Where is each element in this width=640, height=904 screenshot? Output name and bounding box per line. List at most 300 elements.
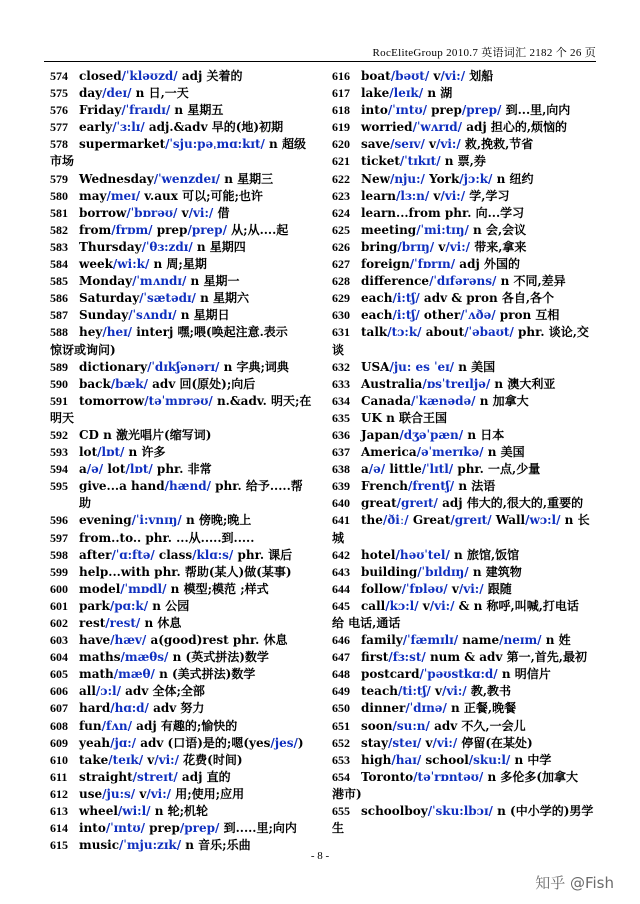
- entry-definition: high/haɪ/ school/sku:l/ n 中学: [361, 752, 552, 767]
- entry-definition: Monday/ˈmʌndɪ/ n 星期一: [79, 274, 240, 289]
- page-number: - 8 -: [310, 850, 330, 862]
- entry-number: 645: [332, 598, 350, 613]
- vocab-entry: [332, 581, 597, 598]
- entry-text: [79, 564, 313, 581]
- vocab-entry: [50, 820, 313, 837]
- entry-text: [361, 393, 597, 410]
- vocab-entry: [332, 735, 597, 752]
- vocab-entry: [332, 683, 597, 700]
- entry-definition: into/ˈɪntʊ/ prep/prep/ 到.....里;向内: [79, 821, 297, 836]
- vocab-entry: [50, 307, 313, 324]
- entry-definition: fun/fʌn/ adj 有趣的;愉快的: [79, 718, 238, 733]
- entry-definition: talk/tɔ:k/ about/ˈəbaʊt/ phr. 谈论,交: [361, 325, 589, 340]
- vocab-entry: [50, 649, 313, 666]
- entry-continuation: 给 电话,通话: [332, 616, 401, 630]
- entry-text: [361, 205, 597, 222]
- entry-text: [79, 512, 313, 529]
- vocab-entry: [332, 598, 597, 632]
- entry-definition: model/ˈmɒdl/ n 模型;模范 ;样式: [79, 581, 269, 596]
- entry-definition: straight/streɪt/ adj 直的: [79, 769, 231, 784]
- entry-number: 597: [50, 530, 68, 545]
- vocab-entry: [50, 427, 313, 444]
- entry-definition: Wednesday/ˈwenzdeɪ/ n 星期三: [79, 171, 274, 186]
- vocab-entry: [332, 752, 597, 769]
- vocab-entry: [332, 632, 597, 649]
- entry-number: 639: [332, 479, 350, 494]
- entry-number: 604: [50, 650, 68, 665]
- entry-number: 625: [332, 222, 350, 237]
- entry-number: 586: [50, 291, 68, 306]
- vocab-entry: [50, 68, 313, 85]
- vocab-entry: [332, 273, 597, 290]
- vocab-entry: [50, 171, 313, 188]
- vocab-entry: [332, 803, 597, 837]
- entry-text: [361, 649, 597, 666]
- vocab-entry: [332, 564, 597, 581]
- entry-definition: week/wi:k/ n 周;星期: [79, 257, 207, 272]
- entry-definition: follow/ˈfɒləʊ/ v/vi:/ 跟随: [361, 581, 512, 596]
- entry-text: [79, 427, 313, 444]
- entry-text: [79, 615, 313, 632]
- entry-text: [361, 547, 597, 564]
- entry-text: [361, 85, 597, 102]
- entry-text: [361, 359, 597, 376]
- entry-number: 610: [50, 752, 68, 767]
- vocab-entry: [332, 376, 597, 393]
- entry-definition: soon/su:n/ adv 不久,一会儿: [361, 718, 526, 733]
- entry-definition: French/frentʃ/ n 法语: [361, 479, 496, 494]
- entry-definition: each/i:tʃ/ other/ˈʌðə/ pron 互相: [361, 308, 560, 323]
- entry-number: 607: [50, 701, 68, 716]
- entry-text: [361, 256, 597, 273]
- vocab-entry: [50, 444, 313, 461]
- entry-number: 642: [332, 547, 350, 562]
- entry-definition: Friday/ˈfraɪdɪ/ n 星期五: [79, 103, 224, 118]
- entry-number: 621: [332, 154, 350, 169]
- vocab-entry: [50, 85, 313, 102]
- entry-definition: help...with phr. 帮助(某人)做(某事): [79, 564, 292, 579]
- entry-number: 630: [332, 308, 350, 323]
- vocab-entry: [332, 205, 597, 222]
- entry-text: [361, 735, 597, 752]
- entry-number: 629: [332, 291, 350, 306]
- entry-text: [361, 564, 597, 581]
- entry-text: [361, 376, 597, 393]
- entry-text: [361, 222, 597, 239]
- entry-number: 644: [332, 581, 350, 596]
- entry-number: 614: [50, 821, 68, 836]
- entry-definition: have/hæv/ a(good)rest phr. 休息: [79, 633, 288, 648]
- entry-text: [79, 273, 313, 290]
- entry-definition: the/ðiː/ Great/greɪt/ Wall/wɔ:l/ n 长: [361, 513, 590, 528]
- entry-definition: difference/ˈdɪfərəns/ n 不同,差异: [361, 274, 566, 289]
- vocab-entry: [332, 700, 597, 717]
- entry-definition: schoolboy/ˈsku:lbɔɪ/ n (中小学的)男学: [361, 804, 594, 819]
- entry-number: 626: [332, 239, 350, 254]
- entry-text: [79, 119, 313, 136]
- entry-definition: USA/ju: es ˈeɪ/ n 美国: [361, 359, 496, 374]
- vocab-entry: [332, 136, 597, 153]
- entry-number: 598: [50, 547, 68, 562]
- entry-text: [79, 256, 313, 273]
- vocab-entry: [332, 461, 597, 478]
- vocab-entry: [50, 752, 313, 769]
- vocab-entry: [332, 256, 597, 273]
- entry-text: [79, 632, 313, 649]
- entry-number: 640: [332, 496, 350, 511]
- entry-number: 589: [50, 359, 68, 374]
- entry-number: 582: [50, 222, 68, 237]
- entry-definition: give...a hand/hænd/ phr. 给予.....帮助: [79, 479, 303, 511]
- entry-number: 633: [332, 376, 350, 391]
- entry-definition: America/əˈmerɪkə/ n 美国: [361, 445, 525, 460]
- vocab-entry: [332, 427, 597, 444]
- entry-definition: all/ɔ:l/ adv 全体;全部: [79, 684, 205, 699]
- entry-number: 590: [50, 376, 68, 391]
- entry-text: [79, 581, 313, 598]
- vocab-entry: [50, 478, 313, 512]
- entry-definition: worried/ˈwʌrɪd/ adj 担心的,烦恼的: [361, 120, 568, 135]
- entry-definition: use/ju:s/ v/vi:/ 用;使用;应用: [79, 786, 245, 801]
- entry-text: [361, 102, 597, 119]
- vocab-entry: [332, 666, 597, 683]
- entry-definition: into/ˈɪntʊ/ prep/prep/ 到...里,向内: [361, 103, 571, 118]
- entry-number: 617: [332, 86, 350, 101]
- entry-text: [361, 188, 597, 205]
- entry-number: 609: [50, 735, 68, 750]
- vocab-entry: [332, 102, 597, 119]
- vocab-entry: [332, 188, 597, 205]
- entry-definition: from/frɒm/ prep/prep/ 从;从....起: [79, 222, 289, 237]
- vocab-entry: [50, 718, 313, 735]
- entry-definition: early/ˈɜ:lɪ/ adj.&adv 早的(地)初期: [79, 120, 284, 135]
- vocab-entry: [332, 153, 597, 170]
- entry-number: 623: [332, 188, 350, 203]
- entry-number: 599: [50, 564, 68, 579]
- entry-text: [361, 307, 597, 324]
- entry-text: [361, 461, 597, 478]
- vocab-entry: [332, 324, 597, 358]
- entry-text: [79, 307, 313, 324]
- entry-number: 608: [50, 718, 68, 733]
- entry-number: 613: [50, 804, 68, 819]
- entry-definition: maths/mæθs/ n (英式拼法)数学: [79, 650, 269, 665]
- entry-number: 624: [332, 205, 350, 220]
- left-column: [50, 68, 313, 854]
- vocab-entry: [50, 393, 313, 427]
- entry-continuation: 城: [332, 530, 345, 545]
- vocab-entry: [50, 547, 313, 564]
- entry-definition: teach/ti:tʃ/ v/vi:/ 教,教书: [361, 684, 512, 699]
- entry-number: 587: [50, 308, 68, 323]
- entry-number: 632: [332, 359, 350, 374]
- entry-definition: stay/steɪ/ v/vi:/ 停留(在某处): [361, 735, 533, 750]
- entry-text: [79, 205, 313, 222]
- entry-text: [79, 769, 313, 786]
- vocab-entry: [50, 102, 313, 119]
- entry-text: [79, 188, 313, 205]
- vocab-entry: [332, 649, 597, 666]
- entry-number: 600: [50, 581, 68, 596]
- entry-number: 622: [332, 171, 350, 186]
- entry-number: 620: [332, 137, 350, 152]
- entry-number: 615: [50, 838, 68, 853]
- entry-number: 588: [50, 325, 68, 340]
- vocab-entry: [50, 530, 313, 547]
- entry-definition: each/i:tʃ/ adv & pron 各自,各个: [361, 291, 555, 306]
- entry-definition: first/fɜ:st/ num & adv 第一,首先,最初: [361, 650, 587, 665]
- entry-text: [79, 683, 313, 700]
- entry-number: 619: [332, 120, 350, 135]
- entry-number: 612: [50, 786, 68, 801]
- page-header: RocEliteGroup 2010.7 英语词汇 2182 个 26 页: [372, 47, 596, 59]
- entry-text: [361, 478, 597, 495]
- entry-number: 628: [332, 274, 350, 289]
- entry-number: 627: [332, 257, 350, 272]
- entry-definition: Canada/ˈkænədə/ n 加拿大: [361, 393, 529, 408]
- entry-number: 648: [332, 667, 350, 682]
- entry-text: [361, 683, 597, 700]
- vocab-entry: [332, 495, 597, 512]
- entry-text: [79, 376, 313, 393]
- entry-number: 577: [50, 120, 68, 135]
- entry-definition: hard/hɑ:d/ adv 努力: [79, 701, 205, 716]
- vocab-entry: [50, 188, 313, 205]
- vocab-entry: [50, 222, 313, 239]
- entry-definition: call/kɔ:l/ v/vi:/ & n 称呼,叫喊,打电话: [361, 598, 579, 613]
- entry-definition: Toronto/təˈrɒntəʊ/ n 多伦多(加拿大: [361, 769, 579, 784]
- entry-number: 638: [332, 462, 350, 477]
- entry-definition: lake/leɪk/ n 湖: [361, 86, 453, 101]
- entry-text: [361, 632, 597, 649]
- entry-number: 576: [50, 103, 68, 118]
- entry-definition: postcard/ˈpəʊstkɑ:d/ n 明信片: [361, 667, 551, 682]
- entry-number: 649: [332, 684, 350, 699]
- entry-definition: hotel/həʊˈtel/ n 旅馆,饭馆: [361, 547, 520, 562]
- vocab-entry: [50, 359, 313, 376]
- entry-number: 651: [332, 718, 350, 733]
- vocab-entry: [332, 410, 597, 427]
- entry-definition: tomorrow/təˈmɒrəʊ/ n.&adv. 明天;在: [79, 393, 312, 408]
- entry-number: 585: [50, 274, 68, 289]
- entry-number: 603: [50, 633, 68, 648]
- entry-definition: building/ˈbɪldɪŋ/ n 建筑物: [361, 564, 522, 579]
- vocab-entry: [332, 512, 597, 546]
- entry-definition: foreign/ˈfɒrɪn/ adj 外国的: [361, 257, 520, 272]
- entry-text: [79, 478, 313, 512]
- entry-definition: dictionary/ˈdɪkʃənərɪ/ n 字典;词典: [79, 359, 289, 374]
- vocab-entry: [332, 359, 597, 376]
- entry-number: 602: [50, 616, 68, 630]
- entry-number: 581: [50, 205, 68, 220]
- entry-text: [79, 85, 313, 102]
- entry-text: [79, 803, 313, 820]
- vocab-entry: [332, 85, 597, 102]
- entry-text: [79, 666, 313, 683]
- entry-number: 652: [332, 735, 350, 750]
- entry-number: 583: [50, 239, 68, 254]
- entry-continuation: 谈: [332, 342, 345, 357]
- entry-definition: Sunday/ˈsʌndɪ/ n 星期日: [79, 308, 230, 323]
- entry-text: [361, 752, 597, 769]
- entry-text: [79, 68, 313, 85]
- entry-definition: Australia/ɒsˈtreɪljə/ n 澳大利亚: [361, 376, 556, 391]
- entry-number: 575: [50, 86, 68, 101]
- entry-number: 650: [332, 701, 350, 716]
- vocab-entry: [50, 273, 313, 290]
- vocab-entry: [50, 256, 313, 273]
- entry-number: 611: [50, 769, 68, 784]
- entry-number: 593: [50, 445, 68, 460]
- entry-number: 655: [332, 804, 350, 819]
- vocab-entry: [50, 205, 313, 222]
- entry-number: 579: [50, 171, 68, 186]
- entry-number: 618: [332, 103, 350, 118]
- entry-text: [79, 222, 313, 239]
- entry-definition: lot/lɒt/ n 许多: [79, 445, 166, 460]
- vocab-entry: [332, 119, 597, 136]
- entry-definition: CD n 激光唱片(缩写词): [79, 427, 212, 442]
- entry-number: 592: [50, 427, 68, 442]
- vocab-entry: [50, 786, 313, 803]
- entry-definition: rest/rest/ n 休息: [79, 616, 182, 630]
- entry-number: 591: [50, 393, 68, 408]
- entry-text: [79, 290, 313, 307]
- entry-definition: Japan/dʒəˈpæn/ n 日本: [361, 427, 505, 442]
- entry-definition: music/ˈmju:zɪk/ n 音乐;乐曲: [79, 838, 251, 853]
- entry-text: [79, 547, 313, 564]
- entry-definition: after/ˈɑ:ftə/ class/klɑ:s/ phr. 课后: [79, 547, 293, 562]
- entry-definition: great/greɪt/ adj 伟大的,很大的,重要的: [361, 496, 584, 511]
- entry-number: 636: [332, 427, 350, 442]
- vocab-entry: [50, 290, 313, 307]
- vocab-entry: [50, 564, 313, 581]
- vocab-entry: [332, 769, 597, 803]
- entry-number: 594: [50, 462, 68, 477]
- entry-text: [79, 461, 313, 478]
- entry-continuation: 港市): [332, 786, 362, 801]
- vocab-entry: [332, 478, 597, 495]
- entry-text: [79, 735, 313, 752]
- entry-number: 643: [332, 564, 350, 579]
- entry-text: [361, 444, 597, 461]
- entry-text: [361, 273, 597, 290]
- vocab-entry: [50, 598, 313, 615]
- vocab-entry: [50, 376, 313, 393]
- entry-definition: take/teɪk/ v/vi:/ 花费(时间): [79, 752, 243, 767]
- vocab-entry: [50, 803, 313, 820]
- entry-definition: learn/lɜ:n/ v/vi:/ 学,学习: [361, 188, 510, 203]
- entry-text: [361, 495, 597, 512]
- entry-number: 654: [332, 769, 350, 784]
- entry-number: 646: [332, 633, 350, 648]
- entry-number: 641: [332, 513, 350, 528]
- entry-definition: park/pɑ:k/ n 公园: [79, 598, 190, 613]
- vocab-entry: [332, 393, 597, 410]
- entry-number: 595: [50, 479, 68, 494]
- entry-number: 578: [50, 137, 68, 152]
- entry-definition: save/seɪv/ v/vi:/ 救,挽救,节省: [361, 137, 534, 152]
- vocab-entry: [332, 307, 597, 324]
- vocab-entry: [332, 718, 597, 735]
- entry-text: [361, 119, 597, 136]
- entry-definition: from..to.. phr. ...从.....到.....: [79, 530, 255, 545]
- entry-definition: may/meɪ/ v.aux 可以;可能;也许: [79, 188, 263, 203]
- entry-text: [361, 581, 597, 598]
- entry-number: 605: [50, 667, 68, 682]
- entry-number: 647: [332, 650, 350, 665]
- vocab-entry: [50, 735, 313, 752]
- entry-text: [361, 410, 597, 427]
- entry-continuation: 明天: [50, 410, 75, 425]
- entry-definition: boat/bəʊt/ v/vi:/ 划船: [361, 69, 494, 83]
- entry-text: [361, 239, 597, 256]
- entry-text: [361, 700, 597, 717]
- entry-number: 635: [332, 410, 350, 425]
- entry-number: 616: [332, 69, 350, 83]
- entry-definition: back/bæk/ adv 回(原处);向后: [79, 376, 256, 391]
- entry-definition: wheel/wi:l/ n 轮;机轮: [79, 804, 209, 819]
- entry-text: [361, 153, 597, 170]
- vocab-entry: [332, 171, 597, 188]
- entry-number: 596: [50, 513, 68, 528]
- entry-continuation: 生: [332, 821, 345, 836]
- vocab-entry: [50, 119, 313, 136]
- vocab-entry: [50, 666, 313, 683]
- entry-definition: closed/ˈkləʊzd/ adj 关着的: [79, 69, 243, 83]
- vocab-entry: [332, 239, 597, 256]
- entry-continuation: 惊讶或询问): [50, 342, 116, 357]
- entry-number: 584: [50, 257, 68, 272]
- entry-text: [79, 649, 313, 666]
- vocab-entry: [332, 547, 597, 564]
- entry-number: 631: [332, 325, 350, 340]
- entry-definition: a/ə/ little/ˈlɪtl/ phr. 一点,少量: [361, 462, 541, 477]
- entry-number: 601: [50, 598, 68, 613]
- watermark: 知乎 @Fish: [535, 874, 614, 892]
- entry-definition: math/mæθ/ n (美式拼法)数学: [79, 667, 256, 682]
- entry-definition: ticket/ˈtɪkɪt/ n 票,券: [361, 154, 486, 169]
- entry-text: [79, 820, 313, 837]
- entry-text: [361, 666, 597, 683]
- vocab-entry: [50, 632, 313, 649]
- entry-text: [79, 718, 313, 735]
- vocab-entry: [50, 700, 313, 717]
- entry-text: [79, 171, 313, 188]
- entry-definition: New/nju:/ York/jɔ:k/ n 纽约: [361, 171, 534, 186]
- entry-definition: day/deɪ/ n 日,一天: [79, 86, 189, 101]
- entry-text: [361, 171, 597, 188]
- entry-text: [361, 427, 597, 444]
- entry-number: 580: [50, 188, 68, 203]
- entry-definition: family/ˈfæmɪlɪ/ name/neɪm/ n 姓: [361, 633, 571, 648]
- entry-text: [79, 359, 313, 376]
- entry-definition: borrow/ˈbɒrəʊ/ v/vi:/ 借: [79, 205, 230, 220]
- entry-definition: hey/heɪ/ interj 嘿;喂(唤起注意.表示: [79, 325, 288, 340]
- entry-continuation: 市场: [50, 154, 75, 169]
- header-divider: [44, 61, 596, 62]
- entry-definition: Saturday/ˈsætədɪ/ n 星期六: [79, 291, 250, 306]
- entry-text: [79, 239, 313, 256]
- vocab-entry: [50, 512, 313, 529]
- vocab-entry: [50, 769, 313, 786]
- entry-text: [79, 444, 313, 461]
- entry-definition: yeah/jɑ:/ adv (口语)是的;嗯(yes/jes/): [79, 735, 304, 750]
- right-column: [332, 68, 597, 837]
- entry-definition: supermarket/ˈsju:pəˌmɑ:kɪt/ n 超级: [79, 137, 306, 152]
- vocab-entry: [50, 324, 313, 358]
- vocab-entry: [50, 136, 313, 170]
